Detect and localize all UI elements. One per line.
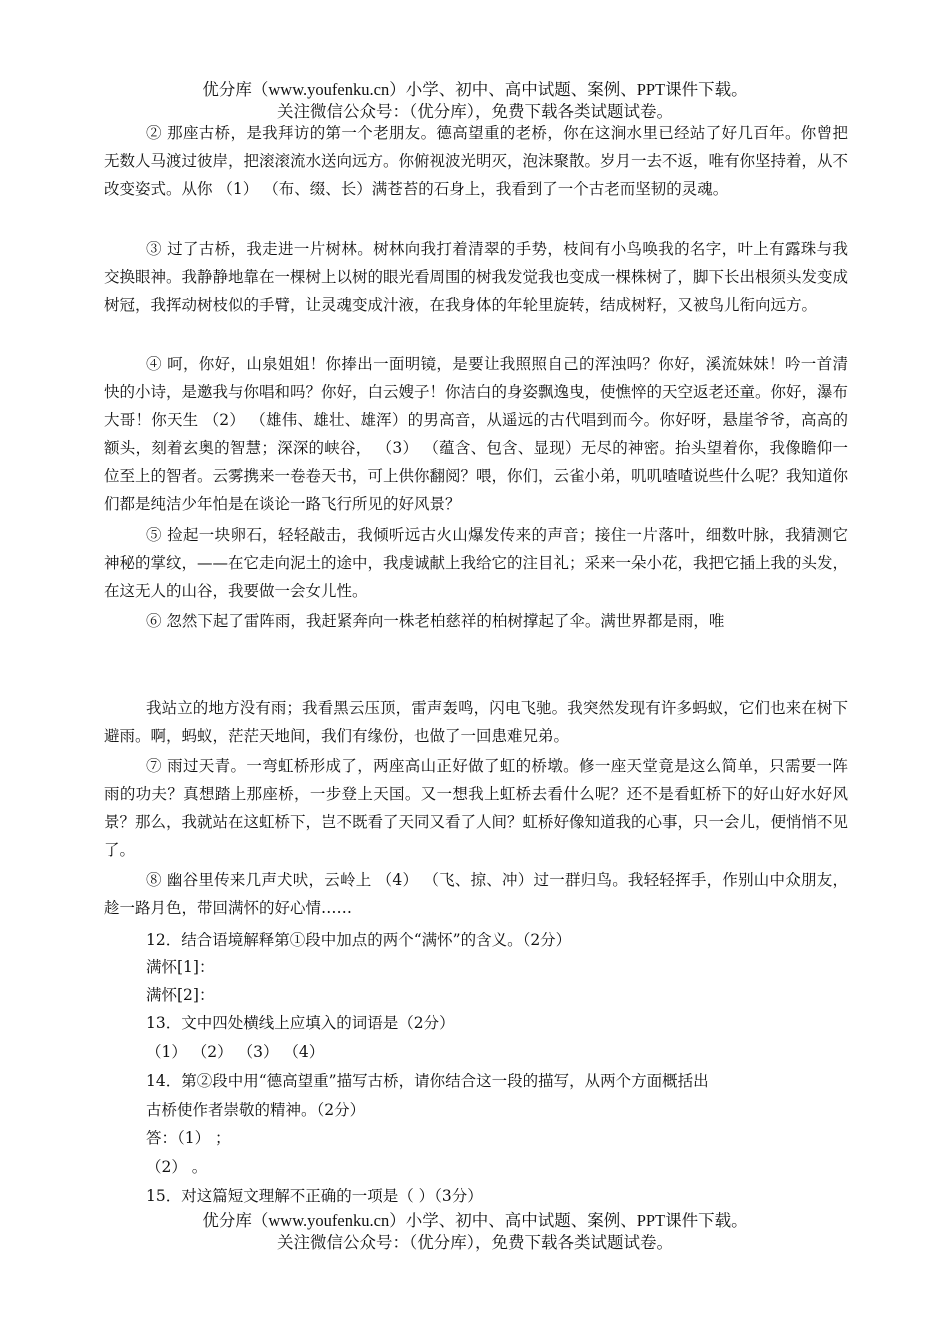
footer-line-2: 关注微信公众号：（优分库），免费下载各类试题试卷。 [277, 1233, 673, 1252]
header-line-2: 关注微信公众号：（优分库），免费下载各类试题试卷。 [277, 102, 673, 121]
answer-line-manhuai-2: 满怀[2]： [146, 986, 215, 1004]
paragraph-5: ⑤ 捡起一块卵石，轻轻敲击，我倾听远古火山爆发传来的声音；接住一片落叶，细数叶脉，我猜测它神秘的掌纹，——在它走向泥土的途中，我虔诚献上我给它的注目礼；采来一朵小花，我把它插上我的头发，在这无人的山谷，我要做一会女儿性。 [104, 526, 849, 600]
paragraph-7: ⑦ 雨过天青。一弯虹桥形成了，两座高山正好做了虹的桥墩。修一座天堂竟是这么简单，只需要一阵雨的功夫？真想踏上那座桥，一步登上天国。又一想我上虹桥去看什么呢？还不是看虹桥下的好山好水好风景？那么，我就站在这虹桥下，岂不既看了天同又看了人间？虹桥好像知道我的心事，只一会儿，便悄悄不见了。 [104, 757, 849, 859]
question-14-continued: 古桥使作者崇敬的精神。（2分） [146, 1101, 366, 1119]
paragraph-3: ③ 过了古桥，我走进一片树林。树林向我打着清翠的手势，枝间有小鸟唤我的名字，叶上有露珠与我交换眼神。我静静地靠在一棵树上以树的眼光看周围的树我发觉我也变成一棵株树了，脚下长出根须头发变成树冠，我挥动树枝似的手臂，让灵魂变成汁液，在我身体的年轮里旋转，结成树籽，又被鸟儿衔向远方。 [104, 240, 849, 314]
question-13: 13．文中四处横线上应填入的词语是（2分） [146, 1014, 455, 1032]
paragraph-8: ⑧ 幽谷里传来几声犬吠，云岭上 （4） （飞、掠、冲）过一群归鸟。我轻轻挥手，作别山中众朋友，趁一路月色，带回满怀的好心情…… [104, 871, 848, 917]
answer-line-q14-1: 答：（1） ； [146, 1129, 231, 1147]
question-14: 14．第②段中用“德高望重”描写古桥，请你结合这一段的描写，从两个方面概括出 [146, 1072, 709, 1090]
question-12: 12．结合语境解释第①段中加点的两个“满怀”的含义。（2分） [146, 931, 572, 949]
paragraph-4: ④ 呵，你好，山泉姐姐！你捧出一面明镜，是要让我照照自己的浑浊吗？你好，溪流妹妹！吟一首清快的小诗，是邀我与你唱和吗？你好，白云嫂子！你洁白的身姿飘逸曳，使憔悴的天空返老还童。你好，瀑布大哥！你天生 （2） （雄伟、雄壮、雄浑）的男高音，从遥远的古代唱到而今。你好呀，悬崖爷爷，高高的额头，刻着玄奥的智慧；深深的峡谷， （3） （蕴含、包含、显现）无尽的神密。抬头望着你，我像瞻仰一位至上的智者。云雾携来一卷卷天书，可上供你翻阅？喂，你们，云雀小弟，叽叽喳喳说些什么呢？我知道你们都是纯洁少年怕是在谈论一路飞行所见的好风景？ [104, 355, 849, 513]
paragraph-2: ② 那座古桥，是我拜访的第一个老朋友。德高望重的老桥，你在这涧水里已经站了好几百年。你曾把无数人马渡过彼岸，把滚滚流水送向远方。你俯视波光明灭，泡沫聚散。岁月一去不返，唯有你坚持着，从不改变姿式。从你 （1） （布、缀、长）满苍苔的石身上，我看到了一个古老而坚韧的灵魂。 [104, 124, 849, 198]
answer-line-q14-2: （2） 。 [146, 1158, 208, 1176]
answer-line-q13: （1） （2） （3） （4） [146, 1043, 325, 1061]
paragraph-6: ⑥ 忽然下起了雷阵雨，我赶紧奔向一株老柏慈祥的柏树撑起了伞。满世界都是雨，唯 [146, 612, 725, 630]
paragraph-6-continued: 我站立的地方没有雨；我看黑云压顶，雷声轰鸣，闪电飞驰。我突然发现有许多蚂蚁，它们也来在树下避雨。啊，蚂蚁，茫茫天地间，我们有缘份，也做了一回患难兄弟。 [104, 699, 848, 745]
answer-line-manhuai-1: 满怀[1]： [146, 958, 215, 976]
footer-line-1: 优分库（www.youfenku.cn）小学、初中、高中试题、案例、PPT课件下载。 [202, 1211, 748, 1230]
question-15: 15．对这篇短文理解不正确的一项是（ ）（3分） [146, 1187, 483, 1205]
header-line-1: 优分库（www.youfenku.cn）小学、初中、高中试题、案例、PPT课件下载。 [202, 80, 748, 99]
